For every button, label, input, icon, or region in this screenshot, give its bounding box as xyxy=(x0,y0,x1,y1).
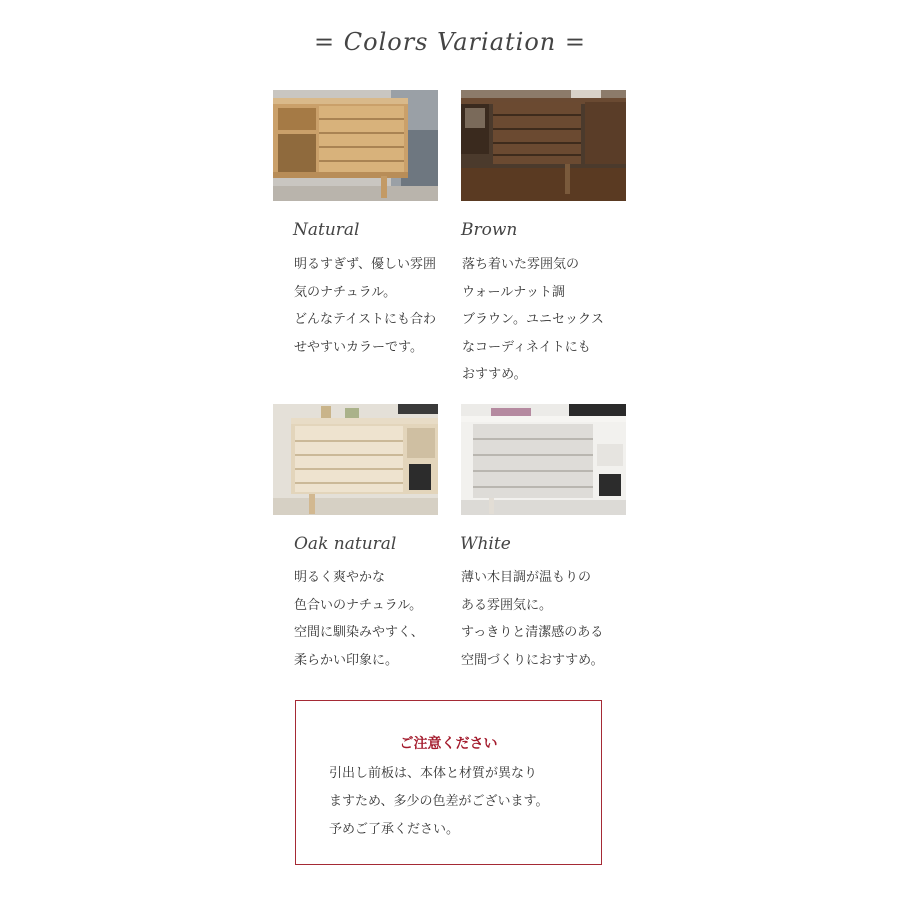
notice-line: ますため、多少の色差がございます。 xyxy=(329,794,549,809)
description-line: すっきりと清潔感のある xyxy=(461,625,604,640)
oak-natural-tv-stand-photo-icon xyxy=(273,404,438,515)
description-oak-natural xyxy=(294,564,424,674)
description-line: おすすめ。 xyxy=(462,367,527,382)
white-tv-stand-photo-icon xyxy=(461,404,626,515)
notice-title: ご注意ください xyxy=(399,736,498,752)
description-line: 明るすぎず、優しい雰囲 xyxy=(294,257,436,272)
description-line: 空間に馴染みやすく、 xyxy=(294,625,424,640)
description-line: 薄い木目調が温もりの xyxy=(461,570,592,585)
brown-product-image xyxy=(461,90,626,201)
oak-natural-product-image xyxy=(273,404,438,515)
description-natural xyxy=(294,251,436,361)
notice-line: 予めご了承ください。 xyxy=(329,822,460,837)
notice-body xyxy=(329,760,548,844)
notice-box xyxy=(295,700,602,865)
description-line: 気のナチュラル。 xyxy=(294,284,397,300)
description-line: 柔らかい印象に。 xyxy=(294,652,399,668)
description-line: どんなテイストにも合わ xyxy=(294,312,436,327)
color-name-oak-natural: Oak natural xyxy=(294,534,397,554)
notice-line: 引出し前板は、本体と材質が異なり xyxy=(329,766,538,781)
description-white xyxy=(461,564,604,674)
brown-tv-stand-photo-icon xyxy=(461,90,626,201)
description-line: 色合いのナチュラル。 xyxy=(294,597,423,613)
natural-tv-stand-photo-icon xyxy=(273,90,438,201)
color-name-brown: Brown xyxy=(461,220,518,240)
section-title: = Colors Variation = xyxy=(314,28,586,56)
description-line: ある雰囲気に。 xyxy=(461,597,553,613)
natural-product-image xyxy=(273,90,438,201)
description-line: 空間づくりにおすすめ。 xyxy=(461,652,604,668)
color-name-natural: Natural xyxy=(293,220,360,240)
description-line: 明るく爽やかな xyxy=(294,570,386,585)
description-line: せやすいカラーです。 xyxy=(294,339,423,355)
description-line: ブラウン。ユニセックス xyxy=(462,312,604,327)
description-line: ウォールナット調 xyxy=(462,284,565,300)
description-line: 落ち着いた雰囲気の xyxy=(462,257,580,272)
white-product-image xyxy=(461,404,626,515)
color-name-white: White xyxy=(460,534,511,554)
description-brown xyxy=(462,251,604,389)
description-line: なコーディネイトにも xyxy=(462,339,591,355)
